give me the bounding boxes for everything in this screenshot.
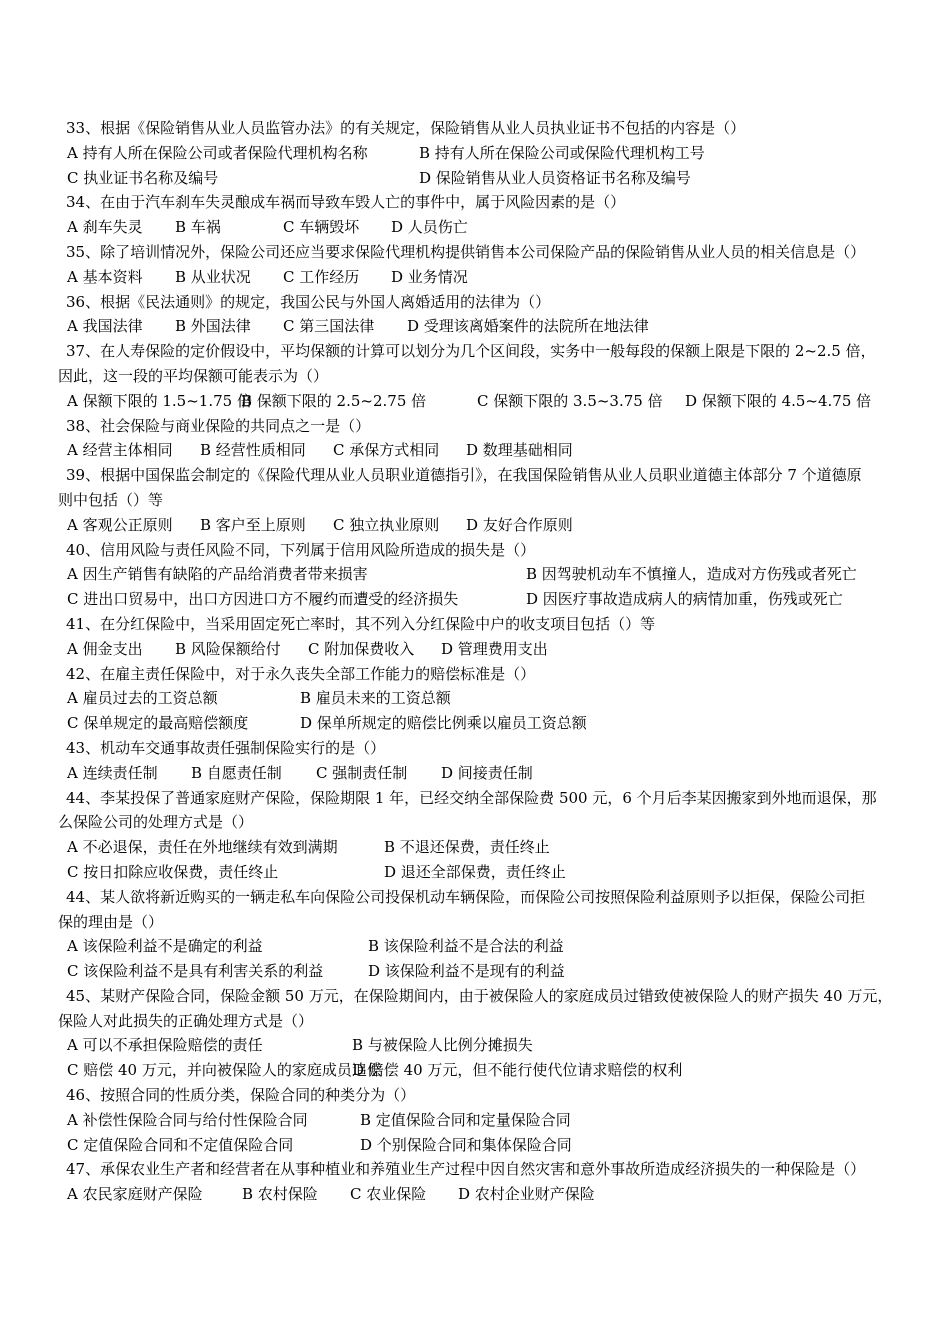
answer-option: D 农村企业财产保险 [458, 1185, 595, 1204]
answer-option: B 车祸 [175, 218, 221, 237]
answer-option: B 定值保险合同和定量保险合同 [360, 1110, 571, 1129]
answer-option: C 强制责任制 [316, 763, 408, 782]
option-row [62, 1058, 948, 1083]
option-row [62, 711, 948, 736]
question-item [62, 290, 948, 340]
answer-option: A 客观公正原则 [67, 515, 173, 534]
question-item [62, 1157, 948, 1207]
question-item [62, 662, 948, 736]
answer-option: C 该保险利益不是具有利害关系的利益 [67, 962, 324, 981]
question-item [62, 116, 948, 190]
option-row [62, 587, 948, 612]
answer-option: C 独立执业原则 [333, 515, 440, 534]
answer-option: D 赔偿 40 万元，但不能行使代位请求赔偿的权利 [352, 1061, 683, 1080]
answer-option: D 因医疗事故造成病人的病情加重，伤残或死亡 [526, 590, 843, 609]
option-row [62, 1133, 948, 1158]
question-stem: 保险人对此损失的正确处理方式是（） [58, 1011, 314, 1030]
option-row [62, 860, 948, 885]
question-item [62, 1083, 948, 1157]
question-stem: 34、在由于汽车刹车失灵酿成车祸而导致车毁人亡的事件中，属于风险因素的是（） [66, 193, 626, 212]
option-row [62, 637, 948, 662]
answer-option: B 自愿责任制 [191, 763, 282, 782]
option-row [62, 166, 948, 191]
answer-option: B 外国法律 [175, 317, 251, 336]
answer-option: B 与被保险人比例分摊损失 [352, 1036, 533, 1055]
answer-option: D 个别保险合同和集体保险合同 [360, 1135, 572, 1154]
option-row [62, 141, 948, 166]
answer-option: B 保额下限的 2.5~2.75 倍 [241, 391, 427, 410]
answer-option: D 人员伤亡 [391, 218, 468, 237]
question-stem: 因此，这一段的平均保额可能表示为（） [58, 366, 329, 385]
question-stem: 44、李某投保了普通家庭财产保险，保险期限 1 年，已经交纳全部保险费 500 元，6 个月后李某因搬家到外地而退保，那 [66, 788, 877, 807]
answer-option: B 从业状况 [175, 267, 251, 286]
answer-option: B 经营性质相同 [200, 441, 306, 460]
question-stem: 46、按照合同的性质分类，保险合同的种类分为（） [66, 1086, 416, 1105]
option-row [62, 215, 948, 240]
answer-option: A 农民家庭财产保险 [67, 1185, 203, 1204]
answer-option: C 附加保费收入 [308, 639, 415, 658]
answer-option: A 不必退保，责任在外地继续有效到满期 [67, 838, 338, 857]
answer-option: D 保险销售从业人员资格证书名称及编号 [419, 168, 691, 187]
answer-option: A 连续责任制 [67, 763, 158, 782]
answer-option: A 佣金支出 [67, 639, 143, 658]
question-stem: 43、机动车交通事故责任强制保险实行的是（） [66, 738, 386, 757]
answer-option: D 业务情况 [391, 267, 468, 286]
answer-option: B 不退还保费，责任终止 [384, 838, 550, 857]
option-row [62, 959, 948, 984]
question-stem: 37、在人寿保险的定价假设中，平均保额的计算可以划分为几个区间段，实务中一般每段的保额上限是下限的 2~2.5 倍， [66, 342, 876, 361]
question-item [62, 736, 948, 786]
option-row [62, 562, 948, 587]
answer-option: C 保单规定的最高赔偿额度 [67, 714, 249, 733]
answer-option: A 可以不承担保险赔偿的责任 [67, 1036, 263, 1055]
question-item [58, 984, 948, 1083]
answer-option: D 受理该离婚案件的法院所在地法律 [407, 317, 649, 336]
option-row [62, 389, 948, 414]
answer-option: C 工作经历 [283, 267, 360, 286]
question-stem: 则中包括（）等 [58, 490, 164, 509]
question-stem: 47、承保农业生产者和经营者在从事种植业和养殖业生产过程中因自然灾害和意外事故所造成经济损失的一种保险是（） [66, 1160, 866, 1179]
answer-option: A 基本资料 [67, 267, 143, 286]
answer-option: A 经营主体相同 [67, 441, 173, 460]
question-stem: 么保险公司的处理方式是（） [58, 813, 254, 832]
option-row [62, 1108, 948, 1133]
answer-option: B 因驾驶机动车不慎撞人，造成对方伤残或者死亡 [526, 565, 857, 584]
option-row [62, 686, 948, 711]
question-item [58, 885, 948, 984]
answer-option: D 该保险利益不是现有的利益 [368, 962, 565, 981]
question-stem: 保的理由是（） [58, 912, 164, 931]
answer-option: C 车辆毁坏 [283, 218, 360, 237]
answer-option: D 数理基础相同 [466, 441, 573, 460]
question-item [58, 339, 948, 413]
option-row [62, 835, 948, 860]
answer-option: B 风险保额给付 [175, 639, 281, 658]
option-row [62, 934, 948, 959]
answer-option: C 赔偿 40 万元，并向被保险人的家庭成员追偿 [67, 1061, 382, 1080]
answer-option: C 农业保险 [350, 1185, 427, 1204]
question-stem: 44、某人欲将新近购买的一辆走私车向保险公司投保机动车辆保险，而保险公司按照保险利益原则予以拒保，保险公司拒 [66, 887, 866, 906]
option-row [62, 513, 948, 538]
question-stem: 41、在分红保险中，当采用固定死亡率时，其不列入分红保险中户的收支项目包括（）等 [66, 614, 656, 633]
answer-option: D 保额下限的 4.5~4.75 倍 [685, 391, 872, 410]
question-stem: 39、根据中国保监会制定的《保险代理从业人员职业道德指引》，在我国保险销售从业人员职业道德主体部分 7 个道德原 [66, 466, 862, 485]
question-stem: 38、社会保险与商业保险的共同点之一是（） [66, 416, 371, 435]
question-item [58, 463, 948, 537]
answer-option: A 我国法律 [67, 317, 143, 336]
question-item [62, 414, 948, 464]
option-row [62, 1182, 948, 1207]
answer-option: A 因生产销售有缺陷的产品给消费者带来损害 [67, 565, 368, 584]
answer-option: A 持有人所在保险公司或者保险代理机构名称 [67, 143, 368, 162]
answer-option: D 退还全部保费，责任终止 [384, 862, 566, 881]
answer-option: C 进出口贸易中，出口方因进口方不履约而遭受的经济损失 [67, 590, 459, 609]
question-stem: 33、根据《保险销售从业人员监管办法》的有关规定，保险销售从业人员执业证书不包括的内容是（） [66, 119, 746, 137]
question-item [62, 240, 948, 290]
question-item [62, 190, 948, 240]
answer-option: A 刹车失灵 [67, 218, 143, 237]
answer-option: A 补偿性保险合同与给付性保险合同 [67, 1110, 308, 1129]
answer-option: C 执业证书名称及编号 [67, 168, 219, 187]
answer-option: A 雇员过去的工资总额 [67, 689, 218, 708]
option-row [62, 438, 948, 463]
answer-option: D 间接责任制 [441, 763, 533, 782]
answer-option: B 客户至上原则 [200, 515, 306, 534]
answer-option: C 按日扣除应收保费，责任终止 [67, 862, 279, 881]
answer-option: D 友好合作原则 [466, 515, 573, 534]
option-row [62, 761, 948, 786]
question-item [62, 538, 948, 612]
question-stem: 35、除了培训情况外，保险公司还应当要求保险代理机构提供销售本公司保险产品的保险销售从业人员的相关信息是（） [66, 242, 866, 261]
answer-option: C 定值保险合同和不定值保险合同 [67, 1135, 294, 1154]
answer-option: B 该保险利益不是合法的利益 [368, 937, 564, 956]
option-row [62, 265, 948, 290]
question-stem: 40、信用风险与责任风险不同，下列属于信用风险所造成的损失是（） [66, 540, 536, 559]
question-stem: 36、根据《民法通则》的规定，我国公民与外国人离婚适用的法律为（） [66, 292, 551, 311]
answer-option: C 保额下限的 3.5~3.75 倍 [477, 391, 663, 410]
answer-option: C 第三国法律 [283, 317, 375, 336]
question-list [58, 116, 948, 1207]
question-stem: 45、某财产保险合同，保险金额 50 万元，在保险期间内，由于被保险人的家庭成员过错致使被保险人的财产损失 40 万元， [66, 986, 893, 1005]
question-stem: 42、在雇主责任保险中，对于永久丧失全部工作能力的赔偿标准是（） [66, 664, 536, 683]
answer-option: B 持有人所在保险公司或保险代理机构工号 [419, 143, 705, 162]
answer-option: A 该保险利益不是确定的利益 [67, 937, 263, 956]
question-item [58, 786, 948, 885]
answer-option: B 农村保险 [242, 1185, 318, 1204]
option-row [62, 314, 948, 339]
answer-option: D 管理费用支出 [441, 639, 548, 658]
answer-option: B 雇员未来的工资总额 [300, 689, 451, 708]
answer-option: D 保单所规定的赔偿比例乘以雇员工资总额 [300, 714, 587, 733]
option-row [62, 1033, 948, 1058]
answer-option: A 保额下限的 1.5~1.75 倍 [67, 391, 252, 410]
question-item [62, 612, 948, 662]
answer-option: C 承保方式相同 [333, 441, 440, 460]
